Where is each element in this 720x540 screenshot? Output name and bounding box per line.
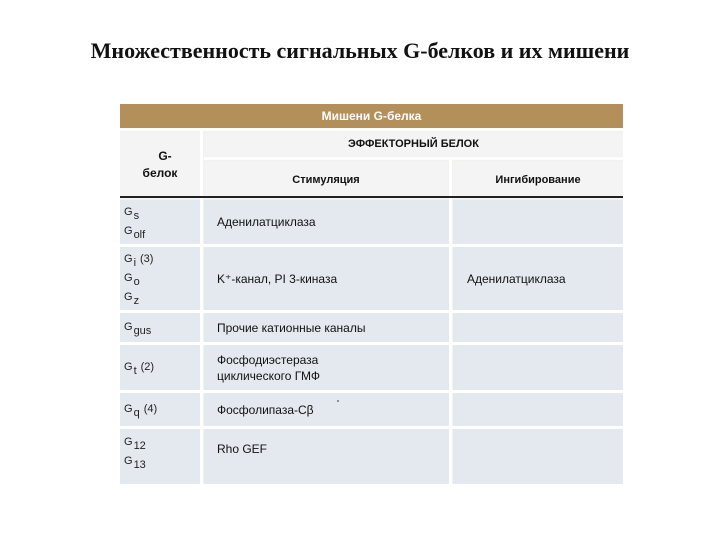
column-header-g-protein [120, 132, 200, 198]
isoform-count: (3) [140, 253, 154, 265]
g-protein-base: G [124, 403, 133, 415]
stimulation-text-line-2: циклического ГМФ [217, 368, 320, 383]
g-protein-subscript: s [133, 210, 140, 222]
g-protein-subscript: olf [133, 229, 146, 241]
grid-line-under-caption [120, 128, 623, 131]
inhibition-text: Аденилатциклаза [467, 271, 566, 286]
speck-mark [337, 400, 339, 402]
stimulation-cell-row-6 [217, 429, 267, 469]
g-protein-name [124, 203, 145, 222]
stimulation-text: Rho GEF [217, 442, 268, 456]
row-separator-5 [120, 426, 623, 429]
g-protein-base: G [124, 291, 133, 303]
grid-line-vertical-1 [200, 128, 203, 484]
slide-title: Множественность сигнальных G-белков и их мишени [90, 38, 630, 63]
stimulation-text: Аденилатциклаза [217, 215, 316, 229]
g-protein-name [124, 288, 153, 307]
g-protein-base: G [124, 436, 133, 448]
row-separator-2 [120, 310, 623, 313]
stimulation-cell-row-1 [217, 200, 316, 244]
row-separator-4 [120, 390, 623, 393]
g-protein-base: G [124, 206, 133, 218]
isoform-count: (2) [140, 361, 155, 373]
g-protein-targets-table [120, 104, 623, 484]
stimulation-cell-row-4 [217, 345, 320, 390]
stimulation-cell-row-3 [217, 313, 365, 342]
g-protein-name [124, 358, 154, 377]
g-protein-subscript: t [133, 365, 137, 377]
stimulation-text-line-1: Фосфодиэстераза [217, 352, 319, 367]
stimulation-text: Прочие катионные каналы [217, 320, 366, 335]
g-protein-base: G [124, 455, 133, 467]
g-protein-base: G [124, 225, 133, 237]
g-protein-base: G [124, 272, 133, 284]
g-protein-base: G [124, 361, 133, 373]
g-protein-name [124, 433, 146, 452]
row-separator-3 [120, 342, 623, 345]
column-header-inhibition: Ингибирование [453, 162, 623, 196]
g-protein-cell-row-3 [124, 313, 151, 342]
g-protein-cell-row-5 [124, 393, 157, 426]
grid-line-vertical-2 [449, 158, 452, 484]
isoform-count: (4) [143, 403, 158, 415]
g-protein-base: G [124, 321, 133, 333]
g-protein-cell-row-4 [124, 345, 154, 390]
column-header-stimulation: Стимуляция [204, 162, 448, 196]
g-protein-cell-row-6 [124, 429, 146, 475]
g-protein-name [124, 269, 153, 288]
g-protein-cell-row-1 [124, 200, 145, 244]
inhibition-cell-row-2 [467, 247, 566, 310]
g-protein-subscript: q [133, 407, 140, 419]
column-header-g-protein-line1: G- [158, 149, 172, 163]
grid-line-under-header [120, 196, 623, 198]
g-protein-subscript: 12 [133, 440, 146, 452]
g-protein-name [124, 222, 145, 241]
g-protein-subscript: gus [133, 325, 152, 337]
stimulation-text: Фосфолипаза-Cβ [217, 402, 314, 417]
g-protein-subscript: i [133, 257, 137, 269]
stimulation-cell-row-2 [217, 247, 337, 310]
column-header-effector: ЭФФЕКТОРНЫЙ БЕЛОК [204, 132, 623, 156]
grid-line-under-effector [204, 157, 623, 160]
stimulation-text: K⁺-канал, PI 3-киназа [217, 271, 338, 286]
stimulation-cell-row-5 [217, 393, 314, 426]
g-protein-cell-row-2 [124, 247, 153, 310]
g-protein-subscript: 13 [133, 459, 146, 471]
column-header-g-protein-line2: белок [142, 166, 178, 180]
table-caption: Мишени G-белка [120, 104, 623, 128]
g-protein-name [124, 452, 146, 471]
g-protein-name [124, 250, 153, 269]
g-protein-subscript: z [133, 295, 140, 307]
g-protein-subscript: o [133, 276, 140, 288]
g-protein-name [124, 318, 151, 337]
g-protein-name [124, 400, 157, 419]
g-protein-base: G [124, 253, 133, 265]
